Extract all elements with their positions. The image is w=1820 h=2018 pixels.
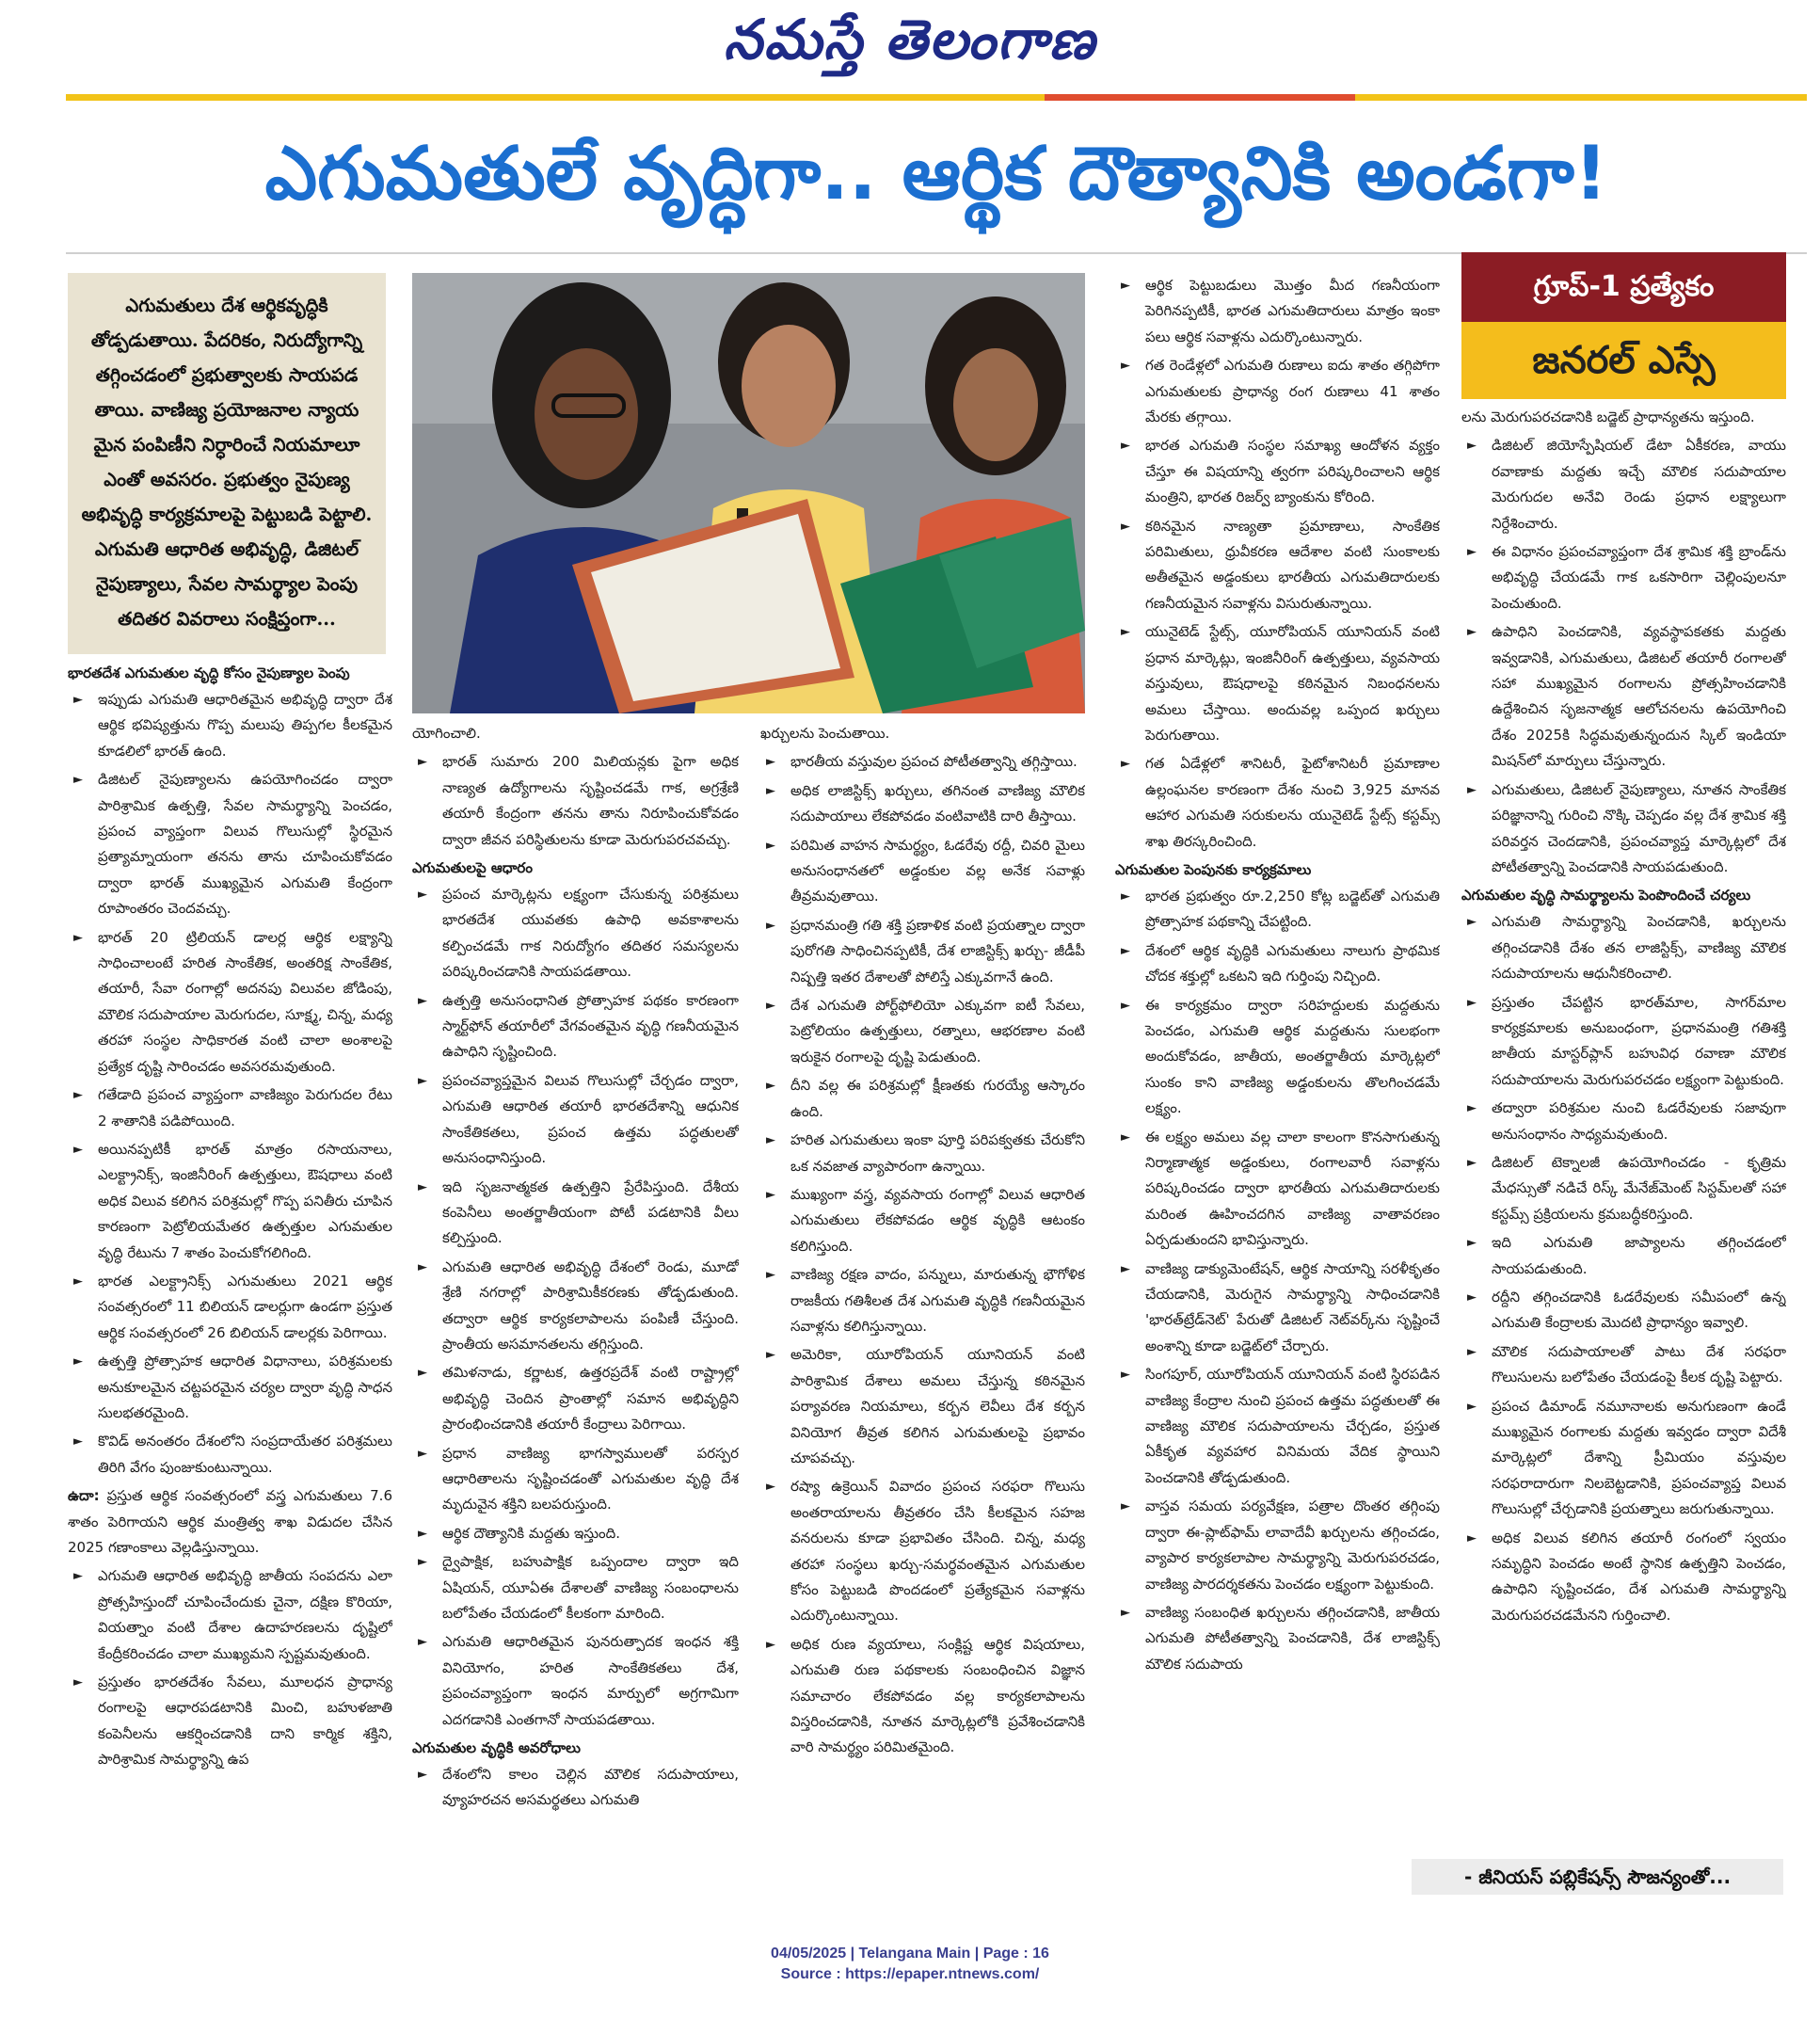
example-text: ప్రస్తుత ఆర్థిక సంవత్సరంలో వస్త్ర ఎగుమతులు 7.6 శాతం పెరిగాయని ఆర్థిక మంత్రిత్వ శాఖ విడుదల చేసిన 2025 గణాంకాలు వెల్లడిస్తున్నాయి. <box>68 1487 392 1556</box>
section-subheading: ఎగుమతుల వృద్ధికి అవరోధాలు <box>412 1739 581 1757</box>
bullet-item: ► అధిక రుణ వ్యయాలు, సంక్లిష్ట ఆర్థిక విషయాలు, ఎగుమతి రుణ పథకాలకు సంబంధించిన విజ్ఞాన సమాచారం లేకపోవడం వల్ల కార్యకలాపాలను విస్తరించడానికి, నూతన మార్కెట్లలోకి ప్రవేశించడానికి వారి సామర్థ్యం పరిమితమైంది. <box>760 1632 1085 1761</box>
bullet-item: ► దేశ ఎగుమతి పోర్ట్‌ఫోలియో ఎక్కువగా ఐటీ సేవలు, పెట్రోలియం ఉత్పత్తులు, రత్నాలు, ఆభరణాల వంటి ఇరుకైన రంగాలపై దృష్టి పెడుతుంది. <box>760 993 1085 1070</box>
article-column-2 <box>412 721 739 1901</box>
bullet-item: ► భారత ఎలక్ట్రానిక్స్ ఎగుమతులు 2021 ఆర్థిక సంవత్సరంలో 11 బిలియన్ డాలర్లుగా ఉండగా ప్రస్తుత ఆర్థిక సంవత్సరంలో 26 బిలియన్ డాలర్లకు పెరిగాయి. <box>68 1269 392 1346</box>
bullet-item: ► ఇది ఎగుమతి జాప్యాలను తగ్గించడంలో సాయపడుతుంది. <box>1461 1230 1786 1282</box>
bullet-item: ► ఉపాధిని పెంచడానికి, వ్యవస్థాపకతకు మద్దతు ఇవ్వడానికి, ఎగుమతులు, డిజిటల్ తయారీ రంగాలతో సహా ముఖ్యమైన రంగాలను ప్రోత్సహించడానికి ఉద్దేశించిన సృజనాత్మక ఆలోచనలను ఉపయోగించి దేశం 2025కి సిద్ధమవుతున్నందున స్కిల్ ఇండియా మిషన్‌లో మార్పులు చేస్తున్నారు. <box>1461 619 1786 774</box>
bullet-item: ► డిజిటల్ జియోస్పేషియల్ డేటా ఏకీకరణ, వాయు రవాణాకు మద్దతు ఇచ్చే మౌలిక సదుపాయాల మెరుగుదల అనేవి రెండు ప్రధాన లక్ష్యాలుగా నిర్దేశించారు. <box>1461 433 1786 537</box>
section-subheading: భారతదేశ ఎగుమతుల వృద్ధి కోసం నైపుణ్యాల పెంపు <box>68 665 350 681</box>
bullet-item: ► అయినప్పటికీ భారత్ మాత్రం రసాయనాలు, ఎలక్ట్రానిక్స్, ఇంజినీరింగ్ ఉత్పత్తులు, ఔషధాలు వంటి అధిక విలువ కలిగిన పరిశ్రమల్లో గొప్ప పనితీరు చూపిన కారణంగా పెట్రోలియమేతర ఉత్పత్తుల ఎగుమతుల వృద్ధి రేటును 7 శాతం పెంచుకోగలిగింది. <box>68 1137 392 1266</box>
bullet-item: ► ఎగుమతి ఆధారిత అభివృద్ధి దేశంలో రెండు, మూడో శ్రేణి నగరాల్లో పారిశ్రామికీకరణకు తోడ్పడుతుంది. తద్వారా ఆర్థిక కార్యకలాపాలను పంపిణీ చేస్తుంది. ప్రాంతీయ అసమానతలను తగ్గిస్తుంది. <box>412 1255 739 1358</box>
footer-edition-line: 04/05/2025 | Telangana Main | Page : 16 <box>771 1946 1049 1962</box>
page-footer <box>0 1944 1820 1985</box>
continued-text: యోగించాలి. <box>412 725 481 742</box>
bullet-item: ► అమెరికా, యూరోపియన్ యూనియన్ వంటి పారిశ్రామిక దేశాలు అమలు చేస్తున్న కఠినమైన పర్యావరణ నియమాలు, కర్బన లెవీలు దేశ కర్బన వినియోగ తీవ్రత కలిగిన ఎగుమతులపై ప్రభావం చూపవచ్చు. <box>760 1342 1085 1471</box>
bullet-item: ► కఠినమైన నాణ్యతా ప్రమాణాలు, సాంకేతిక పరిమితులు, ధ్రువీకరణ ఆదేశాల వంటి సుంకాలకు అతీతమైన అడ్డంకులు భారతీయ ఎగుమతిదారులకు గణనీయమైన సవాళ్లను విసురుతున్నాయి. <box>1115 514 1440 617</box>
publisher-credit: - జీనియస్ పబ్లికేషన్స్ సౌజన్యంతో... <box>1412 1859 1783 1895</box>
general-essay-badge: జనరల్ ఎస్సే <box>1461 322 1786 399</box>
bullet-item: ► ముఖ్యంగా వస్త్ర, వ్యవసాయ రంగాల్లో విలువ ఆధారిత ఎగుమతులు లేకపోవడం ఆర్థిక వృద్ధికి ఆటంకం కలిగిస్తుంది. <box>760 1182 1085 1259</box>
bullet-item: ► ప్రధానమంత్రి గతి శక్తి ప్రణాళిక వంటి ప్రయత్నాల ద్వారా పురోగతి సాధించినప్పటికీ, దేశ లాజిస్టిక్స్ ఖర్చు- జీడీపీ నిష్పత్తి ఇతర దేశాలతో పోలిస్తే ఎక్కువగానే ఉంది. <box>760 913 1085 990</box>
bullet-item: ► ప్రస్తుతం భారతదేశం సేవలు, మూలధన ప్రాధాన్య రంగాలపై ఆధారపడటానికి మించి, బహుళజాతి కంపెనీలను ఆకర్షించడానికి దాని కార్మిక శక్తిని, పారిశ్రామిక సామర్థ్యాన్ని ఉప <box>68 1670 392 1773</box>
bullet-item: ► ఆర్థిక దౌత్యానికి మద్దతు ఇస్తుంది. <box>412 1521 739 1546</box>
bullet-item: ► ఈ లక్ష్యం అమలు వల్ల చాలా కాలంగా కొనసాగుతున్న నిర్మాణాత్మక అడ్డంకులు, రంగాలవారీ సవాళ్లను పరిష్కరించడం ద్వారా భారతీయ ఎగుమతిదారులకు మరింత ఊహించదగిన వాణిజ్య వాతావరణం ఏర్పడుతుందని భావిస్తున్నారు. <box>1115 1125 1440 1254</box>
bullet-item: ► యునైటెడ్ స్టేట్స్, యూరోపియన్ యూనియన్ వంటి ప్రధాన మార్కెట్లు, ఇంజినీరింగ్ ఉత్పత్తులు, వ్యవసాయ వస్తువులు, ఔషధాలపై కఠినమైన నిబంధనలను అమలు చేస్తాయి. అందువల్ల ఒప్పంద ఖర్చులు పెరుగుతాయి. <box>1115 619 1440 748</box>
intro-box: ఎగుమతులు దేశ ఆర్థికవృద్ధికి తోడ్పడుతాయి. పేదరికం, నిరుద్యోగాన్ని తగ్గించడంలో ప్రభుత్వాలకు సాయపడ తాయి. వాణిజ్య ప్రయోజనాల న్యాయ మైన పంపిణీని నిర్ధారించే నియమాలూ ఎంతో అవసరం. ప్రభుత్వం నైపుణ్య అభివృద్ధి కార్యక్రమాలపై పెట్టుబడి పెట్టాలి. ఎగుమతి ఆధారిత అభివృద్ధి, డిజిటల్ నైపుణ్యాలు, సేవల సామర్థ్యాల పెంపు తదితర వివరాలు సంక్షిప్తంగా... <box>68 273 386 654</box>
section-subheading: ఎగుమతుల పెంపునకు కార్యక్రమాలు <box>1115 860 1312 878</box>
article-column-5 <box>1461 405 1786 1901</box>
students-photo <box>412 273 1085 713</box>
article-column-1 <box>68 659 392 1901</box>
bullet-item: ► వాణిజ్య సంబంధిత ఖర్చులను తగ్గించడానికి, జాతీయ ఎగుమతి పోటీతత్వాన్ని పెంచడానికి, దేశ లాజిస్టిక్స్ మౌలిక సదుపాయ <box>1115 1600 1440 1677</box>
bullet-item: ► ఉత్పత్తి ప్రోత్సాహక ఆధారిత విధానాలు, పరిశ్రమలకు అనుకూలమైన చట్టపరమైన చర్యల ద్వారా వృద్ధి సాధన సులభతరమైంది. <box>68 1349 392 1426</box>
bullet-item: ► ప్రధాన వాణిజ్య భాగస్వాములతో పరస్పర ఆధారితాలను సృష్టించడంతో ఎగుమతుల వృద్ధి దేశ మృదువైన శక్తిని బలపరుస్తుంది. <box>412 1441 739 1518</box>
bullet-item: ► భారతీయ వస్తువుల ప్రపంచ పోటీతత్వాన్ని తగ్గిస్తాయి. <box>760 749 1085 775</box>
bullet-item: ► అధిక విలువ కలిగిన తయారీ రంగంలో స్వయం సమృద్ధిని పెంచడం అంటే స్థానిక ఉత్పత్తిని పెంచడం, ఉపాధిని సృష్టించడం, దేశ ఎగుమతి సామర్థ్యాన్ని మెరుగుపరచడమేనని గుర్తించాలి. <box>1461 1526 1786 1629</box>
bullet-item: ► వాణిజ్య రక్షణ వాదం, పన్నులు, మారుతున్న భౌగోళిక రాజకీయ గతిశీలత దేశ ఎగుమతి వృద్ధికి గణనీయమైన సవాళ్లను కలిగిస్తున్నాయి. <box>760 1262 1085 1339</box>
section-subheading: ఎగుమతుల వృద్ధి సామర్థ్యాలను పెంపొందించే చర్యలు <box>1461 887 1751 905</box>
example-label: ఉదా: <box>68 1487 100 1505</box>
bullet-item: ► మౌలిక సదుపాయాలతో పాటు దేశ సరఫరా గొలుసులను బలోపేతం చేయడంపై కీలక దృష్టి పెట్టారు. <box>1461 1339 1786 1391</box>
bullet-item: ► డిజిటల్ నైపుణ్యాలను ఉపయోగించడం ద్వారా పారిశ్రామిక ఉత్పత్తి, సేవల సామర్థ్యాన్ని పెంచడం, ప్రపంచ వ్యాప్తంగా విలువ గొలుసుల్లో స్థిరమైన ప్రత్యామ్నాయంగా తనను తాను చూపించుకోవడం ద్వారా భారత్ ముఖ్యమైన ఎగుమతి కేంద్రంగా రూపాంతరం చెందవచ్చు. <box>68 767 392 921</box>
masthead-rule <box>66 94 1807 101</box>
bullet-item: ► సింగపూర్, యూరోపియన్ యూనియన్ వంటి స్థిరపడిన వాణిజ్య కేంద్రాల నుంచి ప్రపంచ ఉత్తమ పద్ధతులతో ఈ వాణిజ్య మౌలిక సదుపాయాలను చేర్చడం, ప్రస్తుత ఏకీకృత వ్యవహార వినిమయ వేదిక స్థాయిని పెంచడానికి తోడ్పడుతుంది. <box>1115 1362 1440 1491</box>
continued-text: ఖర్చులను పెంచుతాయి. <box>760 725 890 742</box>
bullet-item: ► ఎగుమతి ఆధారితమైన పునరుత్పాదక ఇంధన శక్తి వినియోగం, హరిత సాంకేతికతలు దేశ, ప్రపంచవ్యాప్తంగా ఇంధన మార్పులో అగ్రగామిగా ఎదగడానికి ఎంతగానో సాయపడతాయి. <box>412 1629 739 1733</box>
bullet-item: ► భారత ఎగుమతి సంస్థల సమాఖ్య ఆందోళన వ్యక్తం చేస్తూ ఈ విషయాన్ని త్వరగా పరిష్కరించాలని ఆర్థిక మంత్రిని, భారత రిజర్వ్ బ్యాంకును కోరింది. <box>1115 433 1440 510</box>
article-column-4 <box>1115 273 1440 1901</box>
continued-text: లను మెరుగుపరచడానికి బడ్జెట్ ప్రాధాన్యతను ఇస్తుంది. <box>1461 408 1755 425</box>
group1-special-badge: గ్రూప్-1 ప్రత్యేకం <box>1461 252 1786 322</box>
bullet-item: ► రద్దీని తగ్గించడానికి ఓడరేవులకు సమీపంలో ఉన్న ఎగుమతి కేంద్రాలకు మొదటి ప్రాధాన్యం ఇవ్వాలి. <box>1461 1285 1786 1337</box>
bullet-item: ► ఈ విధానం ప్రపంచవ్యాప్తంగా దేశ శ్రామిక శక్తి బ్రాండ్‌ను అభివృద్ధి చేయడమే గాక ఒకసారిగా చెల్లింపులనూ పెంచుతుంది. <box>1461 539 1786 617</box>
bullet-item: ► ప్రపంచవ్యాప్తమైన విలువ గొలుసుల్లో చేర్చడం ద్వారా, ఎగుమతి ఆధారిత తయారీ భారతదేశాన్ని ఆధునిక సాంకేతికతలు, ప్రపంచ ఉత్తమ పద్ధతులతో అనుసంధానిస్తుంది. <box>412 1068 739 1172</box>
bullet-item: ► గతేడాది ప్రపంచ వ్యాప్తంగా వాణిజ్యం పెరుగుదల రేటు 2 శాతానికి పడిపోయింది. <box>68 1082 392 1134</box>
bullet-item: ► భారత్ సుమారు 200 మిలియన్లకు పైగా అధిక నాణ్యత ఉద్యోగాలను సృష్టించడమే గాక, అగ్రశ్రేణి తయారీ కేంద్రంగా తనను తాను నిరూపించుకోవడం ద్వారా జీవన పరిస్థితులను కూడా మెరుగుపరచవచ్చు. <box>412 749 739 853</box>
bullet-item: ► కొవిడ్ అనంతరం దేశంలోని సంప్రదాయేతర పరిశ్రమలు తిరిగి వేగం పుంజుకుంటున్నాయి. <box>68 1429 392 1481</box>
bullet-item: ► తద్వారా పరిశ్రమల నుంచి ఓడరేవులకు సజావుగా అనుసంధానం సాధ్యమవుతుంది. <box>1461 1096 1786 1147</box>
bullet-item: ► ఎగుమతి సామర్థ్యాన్ని పెంచడానికి, ఖర్చులను తగ్గించడానికి దేశం తన లాజిస్టిక్స్, వాణిజ్య మౌలిక సదుపాయాలను ఆధునీకరించాలి. <box>1461 909 1786 986</box>
masthead-rule-accent <box>1045 94 1355 101</box>
bullet-item: ► ఎగుమతి ఆధారిత అభివృద్ధి జాతీయ సంపదను ఎలా ప్రోత్సహిస్తుందో చూపించేందుకు చైనా, దక్షిణ కొరియా, వియత్నాం వంటి దేశాల ఉదాహరణలను దృష్టిలో కేంద్రీకరించడం చాలా ముఖ్యమని స్పష్టమవుతుంది. <box>68 1563 392 1667</box>
bullet-item: ► ఆర్థిక పెట్టుబడులు మొత్తం మీద గణనీయంగా పెరిగినప్పటికీ, భారత ఎగుమతిదారులు మాత్రం ఇంకా పలు ఆర్థిక సవాళ్లను ఎదుర్కొంటున్నారు. <box>1115 273 1440 350</box>
bullet-item: ► దేశంలోని కాలం చెల్లిన మౌలిక సదుపాయాలు, వ్యూహరచన అసమర్థతలు ఎగుమతి <box>412 1762 739 1814</box>
bullet-item: ► ఇప్పుడు ఎగుమతి ఆధారితమైన అభివృద్ధి ద్వారా దేశ ఆర్థిక భవిష్యత్తును గొప్ప మలుపు తిప్పగల కీలకమైన కూడలిలో భారత్ ఉంది. <box>68 687 392 764</box>
bullet-item: ► భారత్ 20 ట్రిలియన్ డాలర్ల ఆర్థిక లక్ష్యాన్ని సాధించాలంటే హరిత సాంకేతిక, అంతరిక్ష సాంకేతిక, తయారీ, సేవా రంగాల్లో అదనపు విలువల జోడింపు, మౌలిక సదుపాయాల మెరుగుదల, సూక్ష్మ, చిన్న, మధ్య తరహా సంస్థల సాధికారత వంటి చాలా అంశాలపై ప్రత్యేక దృష్టి సారించడం అవసరమవుతుంది. <box>68 925 392 1080</box>
bullet-item: ► ఎగుమతులు, డిజిటల్ నైపుణ్యాలు, నూతన సాంకేతిక పరిజ్ఞానాన్ని గురించి నొక్కి చెప్పడం వల్ల దేశ శ్రామిక శక్తి పరివర్తన చెందడానికి, ప్రపంచవ్యాప్త మార్కెట్లలో దేశ పోటీతత్వాన్ని పెంచడానికి సాయపడుతుంది. <box>1461 777 1786 881</box>
bullet-item: ► ప్రపంచ డిమాండ్ నమూనాలకు అనుగుణంగా ఉండే ముఖ్యమైన రంగాలకు మద్దతు ఇవ్వడం ద్వారా విదేశీ మార్కెట్లలో దేశాన్ని ప్రీమియం వస్తువుల సరఫరాదారుగా నిలబెట్టడానికి, ప్రపంచవ్యాప్త విలువ గొలుసుల్లో చేర్చడానికి ప్రయత్నాలు జరుగుతున్నాయి. <box>1461 1394 1786 1523</box>
bullet-item: ► పరిమిత వాహన సామర్థ్యం, ఓడరేవు రద్దీ, చివరి మైలు అనుసంధానతలో అడ్డంకుల వల్ల అనేక సవాళ్లు తీవ్రమవుతాయి. <box>760 833 1085 910</box>
bullet-item: ► గత రెండేళ్లలో ఎగుమతి రుణాలు ఐదు శాతం తగ్గిపోగా ఎగుమతులకు ప్రాధాన్య రంగ రుణాలు 41 శాతం మేరకు తగ్గాయి. <box>1115 353 1440 430</box>
bullet-item: ► దేశంలో ఆర్థిక వృద్ధికి ఎగుమతులు నాలుగు ప్రాథమిక చోదక శక్తుల్లో ఒకటని ఇది గుర్తింపు నిచ్చింది. <box>1115 938 1440 990</box>
bullet-item: ► డిజిటల్ టెక్నాలజీ ఉపయోగించడం - కృత్రిమ మేధస్సుతో నడిచే రిస్క్ మేనేజ్‌మెంట్ సిస్టమ్‌లతో సహా కస్టమ్స్ ప్రక్రియలను క్రమబద్ధీకరిస్తుంది. <box>1461 1150 1786 1227</box>
footer-source-link[interactable]: Source : https://epaper.ntnews.com/ <box>780 1966 1040 1982</box>
bullet-item: ► రష్యా ఉక్రెయిన్ వివాదం ప్రపంచ సరఫరా గొలుసు అంతరాయాలను తీవ్రతరం చేసి కీలకమైన సహజ వనరులను కూడా ప్రభావితం చేసింది. చిన్న, మధ్య తరహా సంస్థలు ఖర్చు-సమర్థవంతమైన ఎగుమతుల కోసం పెట్టుబడి పొందడంలో ప్రత్యేకమైన సవాళ్లను ఎదుర్కొంటున్నాయి. <box>760 1474 1085 1628</box>
bullet-item: ► గత ఏడేళ్లలో శానిటరీ, ఫైటోశానిటరీ ప్రమాణాల ఉల్లంఘనల కారణంగా దేశం నుంచి 3,925 మానవ ఆహార ఎగుమతి సరుకులను యునైటెడ్ స్టేట్స్ కస్టమ్స్ శాఖ తిరస్కరించింది. <box>1115 751 1440 855</box>
bullet-item: ► వాస్తవ సమయ పర్యవేక్షణ, పత్రాల దొంతర తగ్గింపు ద్వారా ఈ-ప్లాట్‌ఫామ్ లావాదేవీ ఖర్చులను తగ్గించడం, వ్యాపార కార్యకలాపాల సామర్థ్యాన్ని మెరుగుపరచడం, వాణిజ్య పారదర్శకతను పెంచడం లక్ష్యంగా పెట్టుకుంది. <box>1115 1494 1440 1597</box>
page-headline: ఎగుమతులే వృద్ధిగా.. ఆర్థిక దౌత్యానికి అండగా! <box>264 132 1608 216</box>
bullet-item: ► ప్రస్తుతం చేపట్టిన భారత్‌మాల, సాగర్‌మాల కార్యక్రమాలకు అనుబంధంగా, ప్రధానమంత్రి గతిశక్తి జాతీయ మాస్టర్‌ప్లాన్ బహువిధ రవాణా మౌలిక సదుపాయాలను మెరుగుపరచడం లక్ష్యంగా పెట్టుకుంది. <box>1461 990 1786 1094</box>
masthead-logo: నమస్తే తెలంగాణ <box>724 8 1096 72</box>
bullet-item: ► వాణిజ్య డాక్యుమెంటేషన్, ఆర్థిక సాయాన్ని సరళీకృతం చేయడానికి, మెరుగైన సామర్థ్యాన్ని సాధించడానికి 'భారత్‌ట్రేడ్‌నెట్' పేరుతో డిజిటల్ నెట్‌వర్క్‌ను సృష్టించే అంశాన్ని కూడా బడ్జెట్‌లో చేర్చారు. <box>1115 1257 1440 1360</box>
bullet-item: ► అధిక లాజిస్టిక్స్ ఖర్చులు, తగినంత వాణిజ్య మౌలిక సదుపాయాలు లేకపోవడం వంటివాటికి దారి తీస్తాయి. <box>760 778 1085 830</box>
article-column-3 <box>760 721 1085 1901</box>
bullet-item: ► ప్రపంచ మార్కెట్లను లక్ష్యంగా చేసుకున్న పరిశ్రమలు భారతదేశ యువతకు ఉపాధి అవకాశాలను కల్పించడమే గాక నిరుద్యోగం తదితర సమస్యలను పరిష్కరించడానికి సాయపడతాయి. <box>412 882 739 985</box>
bullet-item: ► తమిళనాడు, కర్ణాటక, ఉత్తరప్రదేశ్ వంటి రాష్ట్రాల్లో అభివృద్ధి చెందిన ప్రాంతాల్లో సమాన అభివృద్ధిని ప్రారంభించడానికి తయారీ కేంద్రాలు పెరిగాయి. <box>412 1360 739 1437</box>
bullet-item: ► ఇది సృజనాత్మకత ఉత్పత్తిని ప్రేరేపిస్తుంది. దేశీయ కంపెనీలు అంతర్జాతీయంగా పోటీ పడటానికి వీలు కల్పిస్తుంది. <box>412 1175 739 1252</box>
bullet-item: ► భారత ప్రభుత్వం రూ.2,250 కోట్ల బడ్జెట్‌తో ఎగుమతి ప్రోత్సాహక పథకాన్ని చేపట్టింది. <box>1115 884 1440 936</box>
section-subheading: ఎగుమతులపై ఆధారం <box>412 859 533 877</box>
students-photo-illustration <box>412 273 1085 713</box>
bullet-item: ► ఉత్పత్తి అనుసంధానిత ప్రోత్సాహక పథకం కారణంగా స్మార్ట్‌ఫోన్ తయారీలో వేగవంతమైన వృద్ధి గణనీయమైన ఉపాధిని సృష్టించింది. <box>412 988 739 1065</box>
bullet-item: ► దీని వల్ల ఈ పరిశ్రమల్లో క్షీణతకు గురయ్యే ఆస్కారం ఉంది. <box>760 1073 1085 1125</box>
example-paragraph <box>68 1483 392 1561</box>
bullet-item: ► హరిత ఎగుమతులు ఇంకా పూర్తి పరిపక్వతకు చేరుకోని ఒక నవజాత వ్యాపారంగా ఉన్నాయి. <box>760 1128 1085 1179</box>
bullet-item: ► ఈ కార్యక్రమం ద్వారా సరిహద్దులకు మద్దతును పెంచడం, ఎగుమతి ఆర్థిక మద్దతును సులభంగా అందుకోవడం, జాతీయ, అంతర్జాతీయ మార్కెట్లలో సుంకం కాని వాణిజ్య అడ్డంకులను తొలగించడమే లక్ష్యం. <box>1115 993 1440 1122</box>
bullet-item: ► ద్వైపాక్షిక, బహుపాక్షిక ఒప్పందాల ద్వారా ఇది ఏషియన్, యూఏఈ దేశాలతో వాణిజ్య సంబంధాలను బలోపేతం చేయడంలో కీలకంగా మారింది. <box>412 1549 739 1626</box>
